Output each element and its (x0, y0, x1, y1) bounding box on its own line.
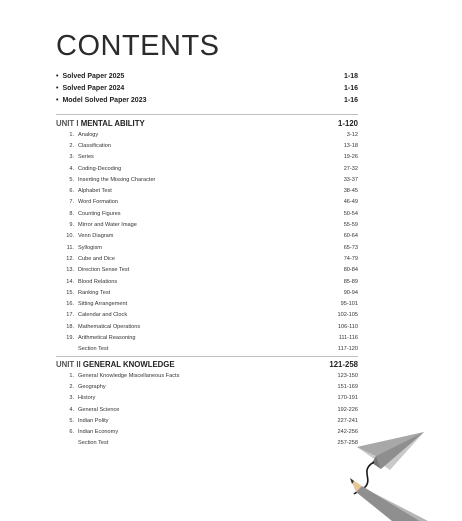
chapter-number: 11. (66, 244, 74, 251)
chapter-pages: 3-12 (346, 131, 358, 138)
chapter-pages: 192-226 (337, 406, 358, 413)
chapter-title: Cube and Dice (78, 255, 116, 262)
chapter-number: 1. (69, 131, 74, 138)
unit-pages: 121-258 (329, 359, 358, 369)
paper-pages: 1-16 (343, 96, 358, 104)
chapter-pages: 50-54 (343, 210, 358, 217)
chapter-pages: 90-94 (343, 289, 358, 296)
chapter-title: Counting Figures (78, 210, 121, 217)
chapter-pages: 74-79 (343, 255, 358, 262)
chapter-title: Arithmetical Reasoning (78, 334, 136, 341)
chapter-pages: 111-116 (338, 334, 358, 341)
paper-label: Solved Paper 2024 (62, 84, 125, 92)
chapter-number: 6. (69, 188, 74, 195)
chapter-title: General Science (78, 406, 120, 413)
chapter-pages: 117-120 (337, 346, 358, 353)
chapter-title: Indian Economy (78, 429, 119, 436)
chapter-pages: 19-26 (343, 154, 358, 161)
paper-pages: 1-18 (343, 72, 358, 80)
chapter-title: Syllogism (78, 244, 102, 251)
chapter-number: 5. (69, 176, 74, 183)
chapter-pages: 257-258 (337, 440, 358, 447)
chapter-number: 17. (66, 312, 74, 319)
chapter-pages: 170-191 (337, 395, 358, 402)
chapter-pages: 60-64 (343, 233, 358, 240)
chapter-number: 15. (66, 289, 74, 296)
chapter-title: Calendar and Clock (78, 312, 128, 319)
unit-label: UNIT II (56, 359, 81, 369)
page-title: CONTENTS (56, 30, 220, 62)
chapter-title: Classification (78, 142, 111, 149)
chapter-pages: 80-84 (343, 267, 358, 274)
chapter-pages: 227-241 (337, 417, 358, 424)
pencil-icon (350, 478, 428, 521)
chapter-title: Analogy (78, 131, 99, 138)
paper-pages: 1-16 (343, 84, 358, 92)
chapter-number: 2. (69, 383, 74, 390)
chapter-number: 14. (66, 278, 74, 285)
chapter-number: 9. (69, 222, 74, 229)
chapter-title: Mathematical Operations (78, 323, 141, 330)
chapter-number: 6. (69, 429, 74, 436)
chapter-number: 7. (69, 199, 74, 206)
chapter-pages: 151-169 (337, 383, 358, 390)
chapter-title: Indian Polity (78, 417, 109, 424)
chapter-pages: 242-256 (337, 429, 358, 436)
chapter-pages: 38-45 (343, 188, 358, 195)
chapter-title: General Knowledge Miscellaneous Facts (78, 372, 180, 379)
chapter-title: Sitting Arrangement (78, 301, 128, 308)
chapter-title: Section Test (78, 440, 109, 447)
chapter-pages: 106-110 (337, 323, 358, 330)
bullet: • (56, 96, 59, 104)
chapter-title: Word Formation (78, 199, 118, 206)
unit-label: UNIT I (56, 118, 79, 128)
chapter-pages: 55-59 (343, 222, 358, 229)
chapter-title: Coding-Decoding (78, 165, 122, 172)
chapter-pages: 65-73 (343, 244, 358, 251)
chapter-title: Alphabet Test (78, 188, 112, 195)
chapter-title: Series (78, 154, 94, 161)
chapter-number: 16. (66, 301, 74, 308)
chapter-pages: 13-18 (343, 142, 358, 149)
chapter-title: Venn Diagram (78, 233, 114, 240)
paper-label: Solved Paper 2025 (62, 72, 125, 80)
chapter-pages: 123-150 (337, 372, 358, 379)
chapter-number: 2. (69, 142, 74, 149)
chapter-pages: 46-49 (343, 199, 358, 206)
chapter-pages: 33-37 (343, 176, 358, 183)
chapter-number: 19. (66, 334, 74, 341)
chapter-pages: 85-89 (343, 278, 358, 285)
chapter-title: Section Test (78, 346, 109, 353)
chapter-number: 5. (69, 417, 74, 424)
chapter-number: 10. (66, 233, 74, 240)
unit-name: MENTAL ABILITY (80, 118, 145, 128)
chapter-title: Geography (78, 383, 106, 390)
chapter-number: 8. (69, 210, 74, 217)
bullet: • (56, 84, 59, 92)
chapter-number: 18. (66, 323, 74, 330)
chapter-title: History (78, 395, 96, 402)
chapter-number: 3. (69, 154, 74, 161)
chapter-number: 3. (69, 395, 74, 402)
unit-name: GENERAL KNOWLEDGE (82, 359, 175, 369)
paper-label: Model Solved Paper 2023 (62, 96, 147, 104)
chapter-title: Blood Relations (78, 278, 118, 285)
chapter-title: Mirror and Water Image (78, 222, 137, 229)
bullet: • (56, 72, 59, 80)
chapter-pages: 27-32 (343, 165, 358, 172)
chapter-title: Direction Sense Test (78, 267, 130, 274)
chapter-number: 13. (66, 267, 74, 274)
unit-pages: 1-120 (338, 118, 358, 128)
chapter-title: Inserting the Missing Character (78, 176, 156, 183)
chapter-pages: 95-101 (340, 301, 358, 308)
chapter-title: Ranking Test (78, 289, 111, 296)
chapter-number: 4. (69, 165, 74, 172)
chapter-number: 12. (66, 255, 74, 262)
paper-plane-icon (354, 432, 424, 494)
chapter-pages: 102-105 (337, 312, 358, 319)
chapter-number: 4. (69, 406, 74, 413)
chapter-number: 1. (69, 372, 74, 379)
